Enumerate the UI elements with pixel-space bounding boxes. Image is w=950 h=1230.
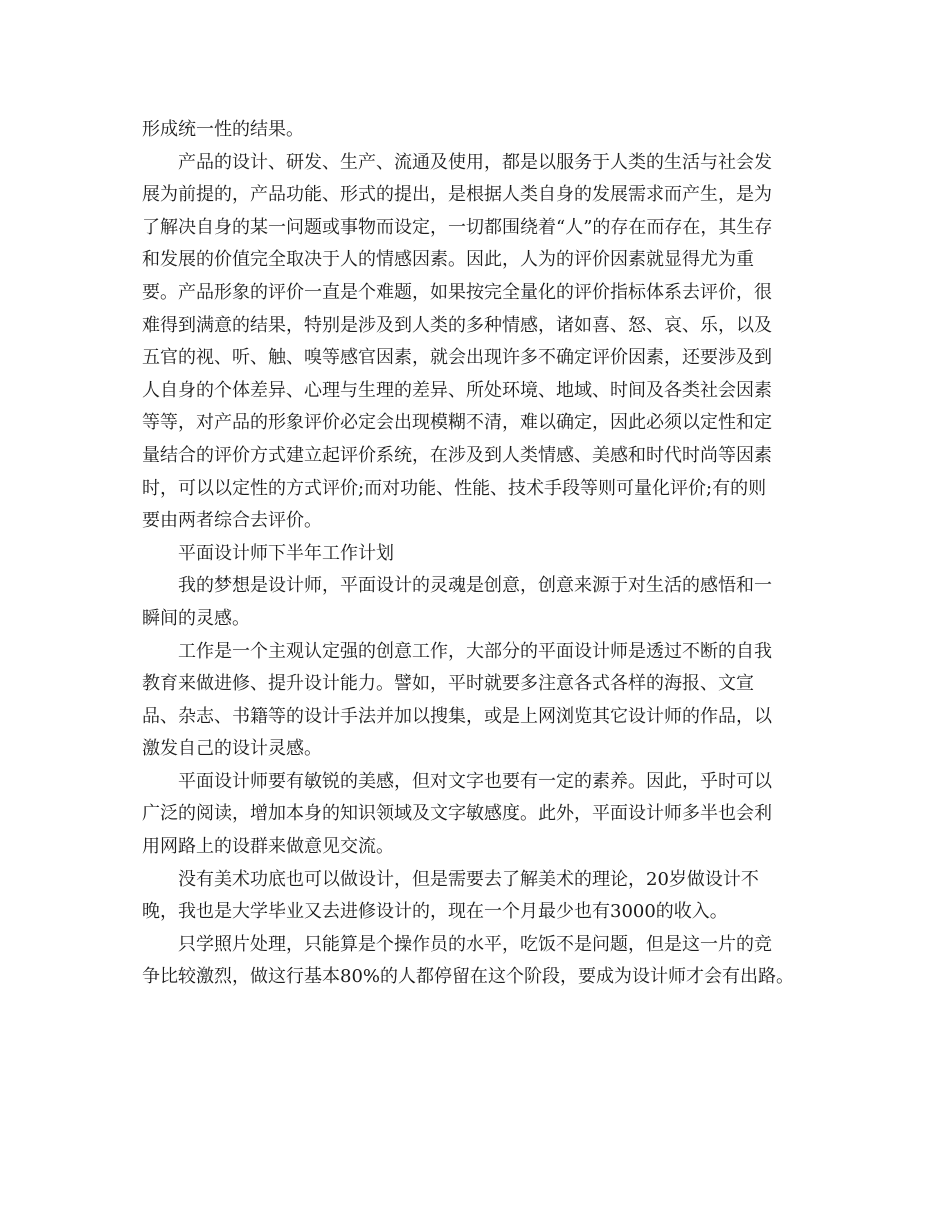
text-line: 品、杂志、书籍等的设计手法并加以搜集，或是上网浏览其它设计师的作品，以 (142, 705, 772, 727)
document-body (142, 114, 802, 994)
text-line: 平面设计师下半年工作计划 (178, 542, 394, 564)
text-line: 工作是一个主观认定强的创意工作，大部分的平面设计师是透过不断的自我 (178, 640, 772, 662)
text-line: 难得到满意的结果，特别是涉及到人类的多种情感，诸如喜、怒、哀、乐，以及 (142, 314, 772, 336)
text-line: 形成统一性的结果。 (142, 119, 304, 140)
text-line: 我的梦想是设计师，平面设计的灵魂是创意，创意来源于对生活的感悟和一 (178, 575, 772, 597)
text-line: 和发展的价值完全取决于人的情感因素。因此，人为的评价因素就显得尤为重 (142, 249, 754, 271)
text-line: 没有美术功底也可以做设计，但是需要去了解美术的理论，20岁做设计不 (178, 868, 759, 890)
text-line: 瞬间的灵感。 (142, 607, 250, 629)
text-line: 时，可以以定性的方式评价;而对功能、性能、技术手段等则可量化评价;有的则 (142, 477, 767, 499)
text-line: 平面设计师要有敏锐的美感，但对文字也要有一定的素养。因此，乎时可以 (178, 770, 772, 792)
text-line: 人自身的个体差异、心理与生理的差异、所处环境、地域、时间及各类社会因素 (142, 379, 772, 401)
text-line: 用网路上的设群来做意见交流。 (142, 836, 394, 858)
text-line: 五官的视、听、触、嗅等感官因素，就会出现许多不确定评价因素，还要涉及到 (142, 347, 772, 369)
text-line: 要由两者综合去评价。 (142, 510, 322, 532)
text-line: 等等，对产品的形象评价必定会出现模糊不清，难以确定，因此必须以定性和定 (142, 412, 772, 434)
text-line: 展为前提的，产品功能、形式的提出，是根据人类自身的发展需求而产生，是为 (142, 184, 772, 206)
text-line: 晚，我也是大学毕业又去进修设计的，现在一个月最少也有3000的收入。 (142, 901, 728, 923)
text-line: 教育来做进修、提升设计能力。譬如，平时就要多注意各式各样的海报、文宣 (142, 673, 754, 695)
text-line: 了解决自身的某一问题或事物而设定，一切都围绕着“人”的存在而存在，其生存 (142, 216, 773, 238)
text-line: 广泛的阅读，增加本身的知识领域及文字敏感度。此外，平面设计师多半也会利 (142, 803, 772, 825)
text-line: 激发自己的设计灵感。 (142, 738, 322, 760)
text-line: 只学照片处理，只能算是个操作员的水平，吃饭不是问题，但是这一片的竞 (178, 933, 772, 955)
text-line: 产品的设计、研发、生产、流通及使用，都是以服务于人类的生活与社会发 (178, 151, 772, 173)
text-line: 要。产品形象的评价一直是个难题，如果按完全量化的评价指标体系去评价，很 (142, 281, 772, 303)
text-line: 争比较激烈，做这行基本80%的人都停留在这个阶段，要成为设计师才会有出路。 (142, 966, 795, 988)
text-line: 量结合的评价方式建立起评价系统，在涉及到人类情感、美感和时代时尚等因素 (142, 444, 772, 466)
